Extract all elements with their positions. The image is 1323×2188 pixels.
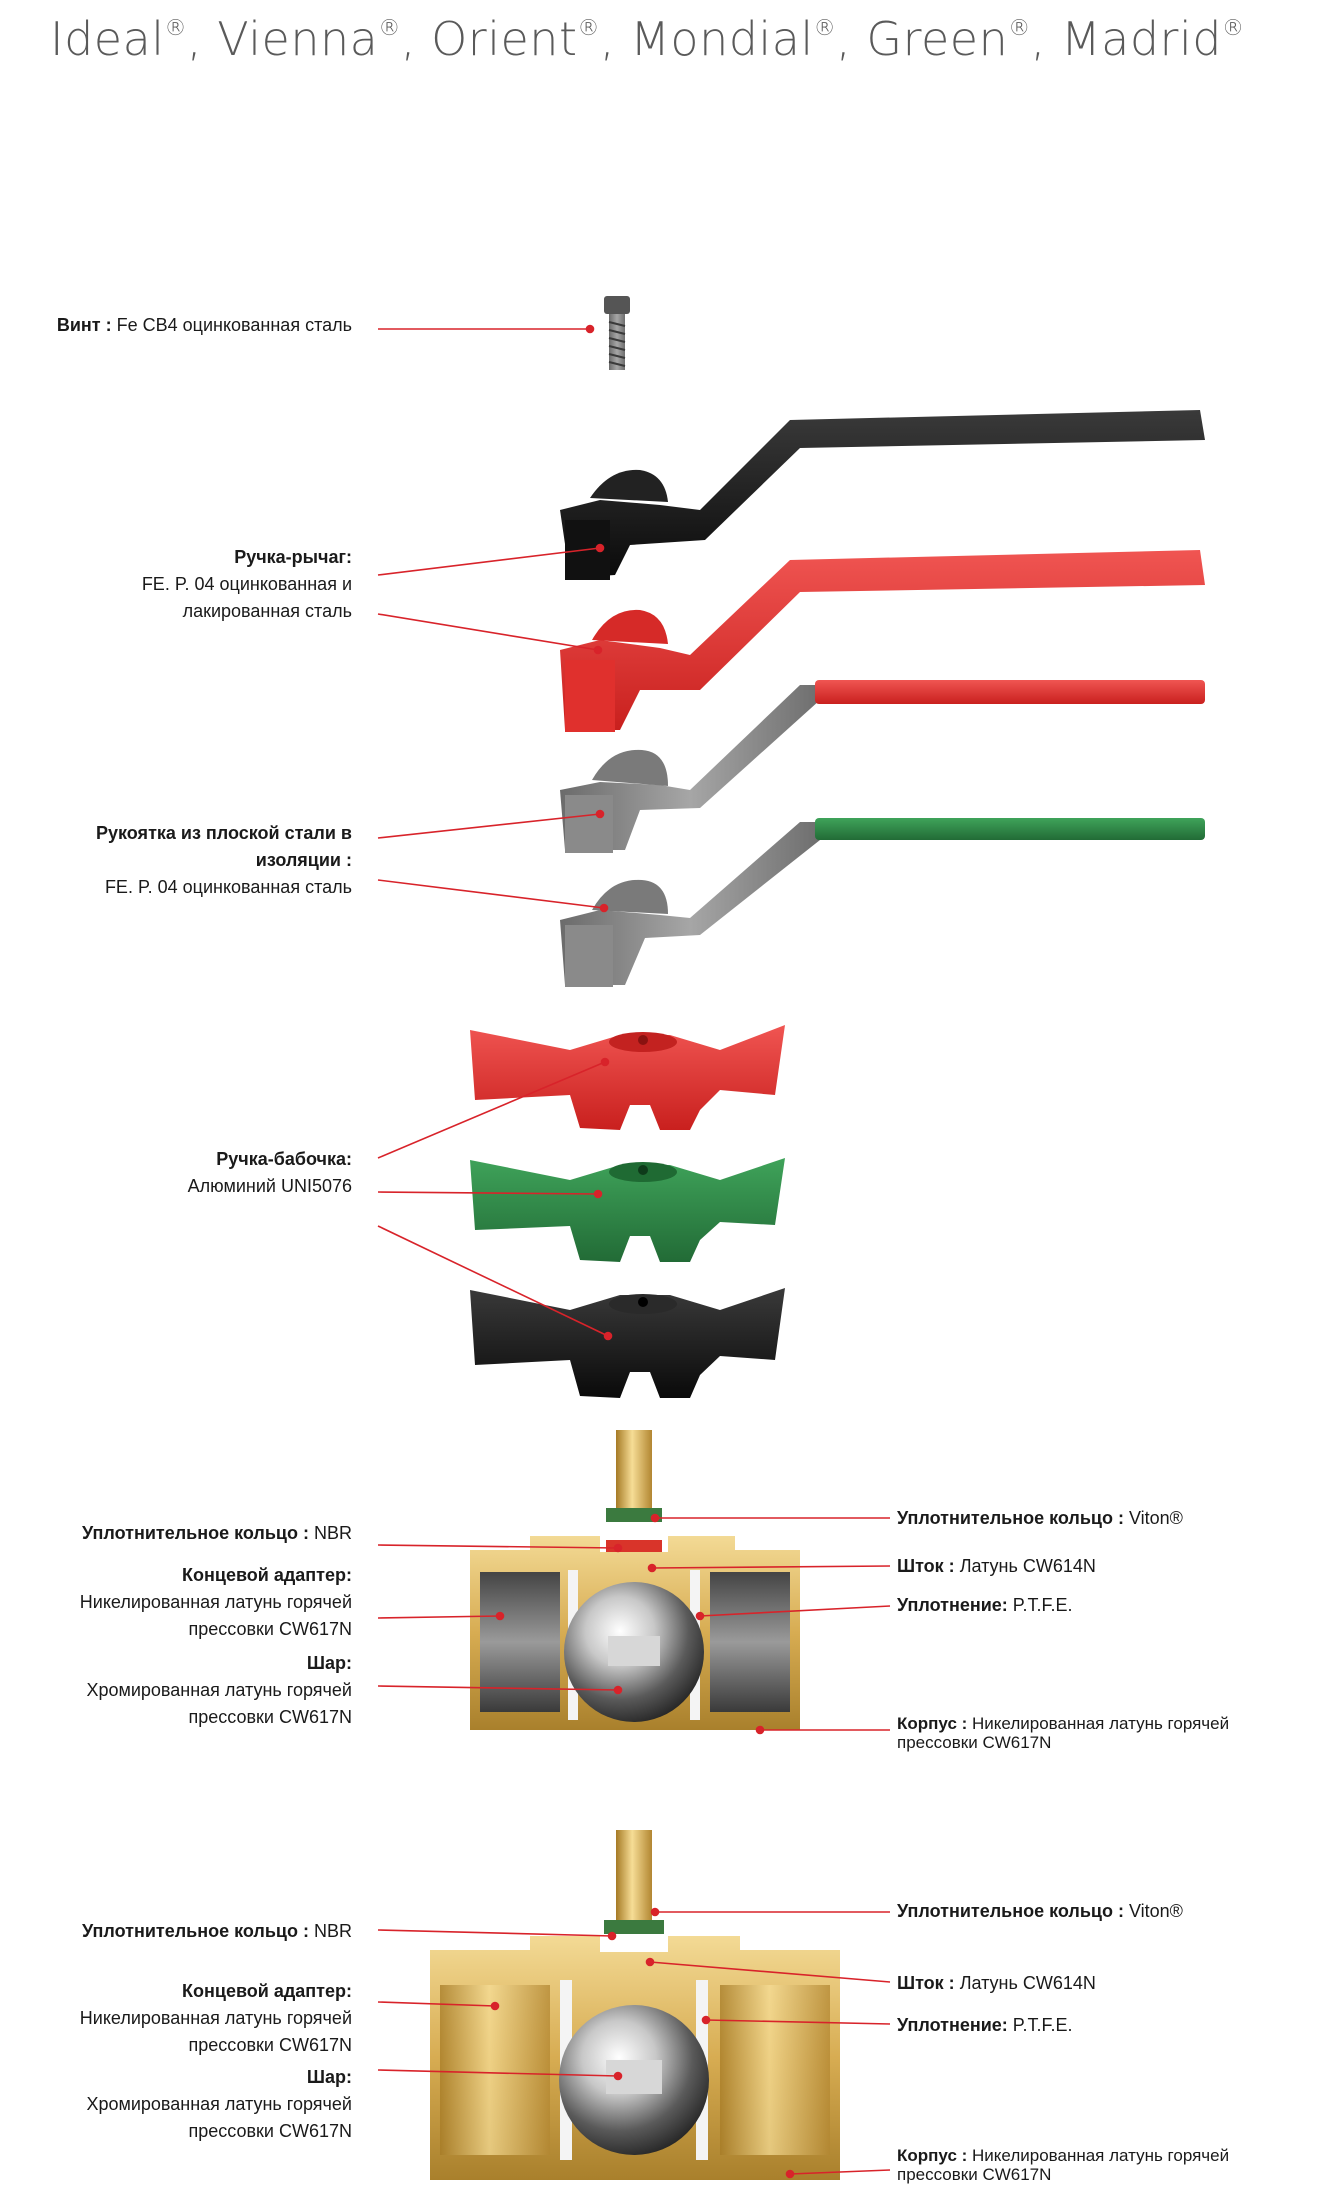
title-part: Mondial	[630, 12, 814, 66]
v1-label-oring-nbr: Уплотнительное кольцо : NBR	[82, 1523, 352, 1543]
red-butterfly-handle	[470, 1025, 785, 1130]
v2-label-oring-nbr: Уплотнительное кольцо : NBR	[82, 1921, 352, 1941]
black-butterfly-handle	[470, 1288, 785, 1398]
green-insulated-flat-handle	[560, 818, 1205, 987]
v1-label-oring-viton: Уплотнительное кольцо : Viton®	[897, 1508, 1183, 1528]
label-screw: Винт : Fe CB4 оцинкованная сталь	[56, 315, 352, 335]
title-part: Madrid	[1060, 12, 1222, 66]
v2-label-end-adapter: Концевой адаптер: Никелированная латунь горячей прессовки CW617N	[79, 1981, 352, 2055]
title-part: Green	[866, 12, 1009, 66]
v1-label-ball: Шар: Хромированная латунь горячей прессовки CW617N	[86, 1653, 352, 1727]
valve-1-cutaway	[470, 1430, 800, 1730]
v1-label-seal: Уплотнение: P.T.F.E.	[897, 1595, 1073, 1615]
v1-label-stem: Шток : Латунь CW614N	[897, 1556, 1096, 1576]
red-lever-handle	[560, 550, 1205, 732]
v2-label-oring-viton: Уплотнительное кольцо : Viton®	[897, 1901, 1183, 1921]
v1-label-end-adapter: Концевой адаптер: Никелированная латунь горячей прессовки CW617N	[79, 1565, 352, 1639]
label-butterfly-handle: Ручка-бабочка: Алюминий UNI5076	[187, 1149, 352, 1196]
title-part: Vienna	[217, 12, 379, 66]
v2-label-stem: Шток : Латунь CW614N	[897, 1973, 1096, 1993]
v2-label-body: Корпус : Никелированная латунь горячей прессовки CW617N	[897, 2146, 1230, 2184]
label-flat-steel-handle: Рукоятка из плоской стали в изоляции : FE. P. 04 оцинкованная сталь	[96, 823, 352, 897]
green-butterfly-handle	[470, 1158, 785, 1262]
v2-label-ball: Шар: Хромированная латунь горячей прессовки CW617N	[86, 2067, 352, 2141]
v2-label-seal: Уплотнение: P.T.F.E.	[897, 2015, 1073, 2035]
screw-part	[604, 296, 630, 370]
label-lever-handle: Ручка-рычаг: FE. P. 04 оцинкованная и лакированная сталь	[141, 547, 352, 621]
page-title: Ideal®, Vienna®, Orient®, Mondial®, Green®, Madrid®	[50, 12, 1245, 66]
title-part: Ideal	[50, 12, 165, 66]
v1-label-body: Корпус : Никелированная латунь горячей прессовки CW617N	[897, 1714, 1230, 1752]
title-part: Orient	[431, 12, 578, 66]
